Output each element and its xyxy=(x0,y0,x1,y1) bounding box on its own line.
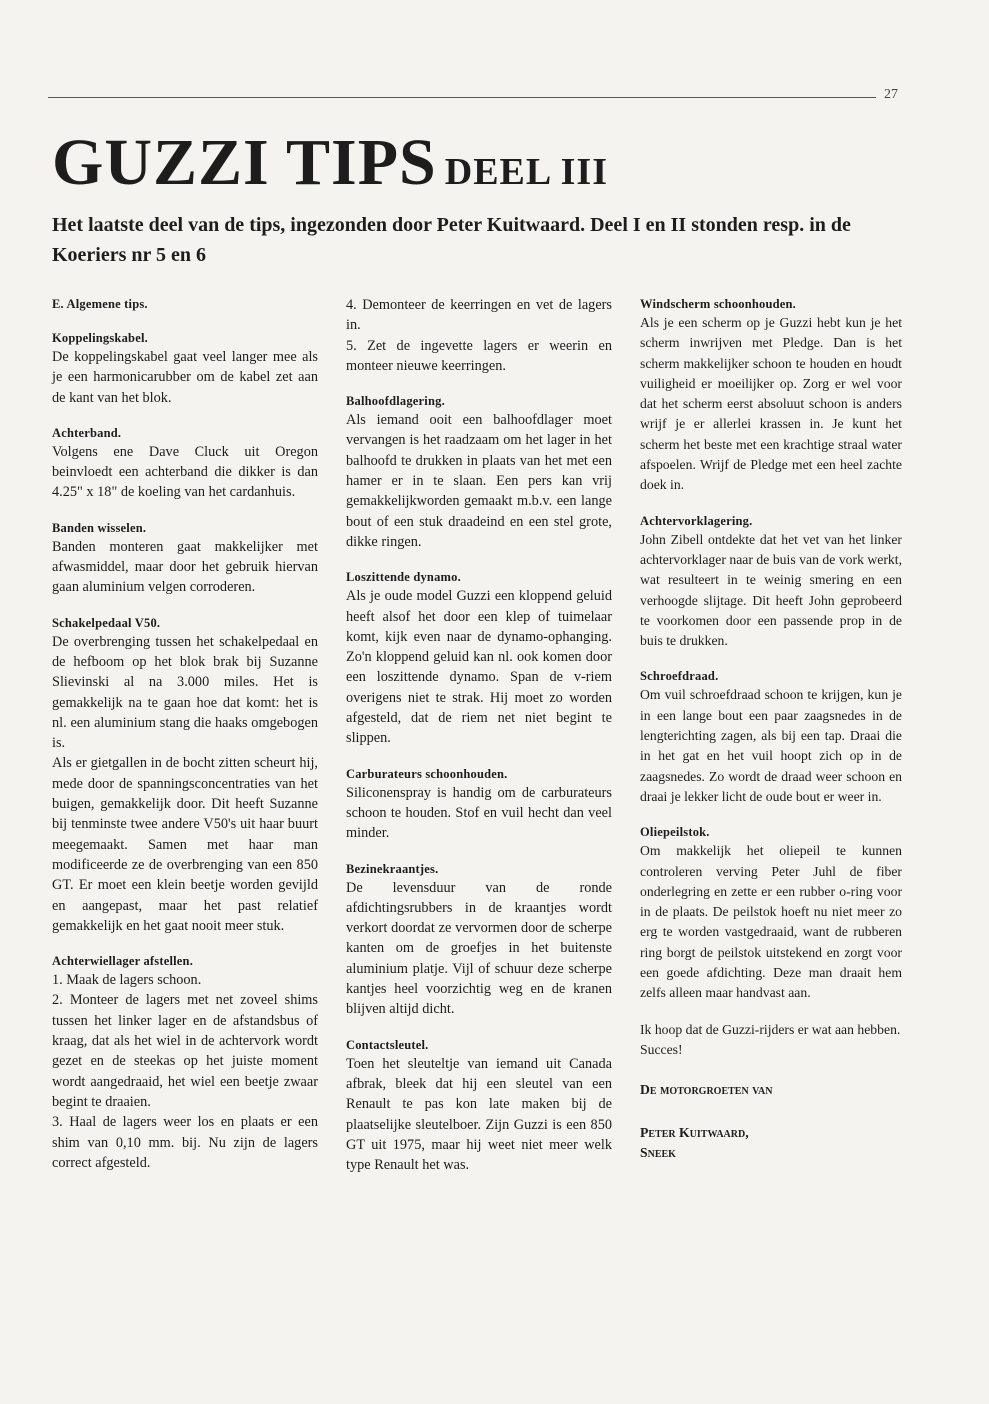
text-schakelpedaal-1: De overbrenging tussen het schakelpedaal en de hefboom op het blok brak bij Suzanne Slievinski al na 3.000 miles. Het is gemakkelijk na te gaan hoe dat komt: het is nl. een aluminium stang die haaks omgebogen is. xyxy=(52,633,318,752)
heading-koppelingskabel: Koppelingskabel. xyxy=(52,331,148,345)
title-sub: DEEL III xyxy=(444,151,609,193)
article-title xyxy=(52,127,608,208)
heading-schroefdraad: Schroefdraad. xyxy=(640,669,719,684)
text-succes: Succes! xyxy=(640,1041,683,1057)
text-achterwiellager-2: 2. Monteer de lagers met net zoveel shims tussen het linker lager en de afstandsbus of kraag, dat als het wiel in de achtervork wordt gezet en de steekas op het juiste moment wordt aangedraaid, het wiel een beetje zwaar begint te draaien. xyxy=(52,992,318,1110)
signature-greeting: De motorgroeten van xyxy=(640,1082,773,1098)
text-closing: Ik hoop dat de Guzzi-rijders er wat aan hebben. xyxy=(640,1021,901,1037)
heading-carburateurs: Carburateurs schoonhouden. xyxy=(346,766,508,781)
header-rule xyxy=(48,97,876,98)
title-main: GUZZI TIPS xyxy=(52,126,437,199)
text-achterwiellager-3: 3. Haal de lagers weer los en plaats er een shim van 0,10 mm. bij. Nu zijn de lagers correct afgesteld. xyxy=(52,1114,318,1171)
text-koppelingskabel: De koppelingskabel gaat veel langer mee als je een harmonicarubber om de kabel zet aan de kant van het blok. xyxy=(52,349,318,406)
text-balhoofdlagering: Als iemand ooit een balhoofdlager moet vervangen is het raadzaam om het lager in het balhoofd te drukken in plaats van het met een hamer er in te slaan. Een pers kan vrij gemakkelijkworden gemaakt m.b.v. een lange bout of een stuk draadeind en een stel grote, dikke ringen. xyxy=(346,412,612,550)
heading-achterwiellager: Achterwiellager afstellen. xyxy=(52,954,194,969)
text-schakelpedaal-2: Als er gietgallen in de bocht zitten scheurt hij, mede door de spanningsconcentraties van het buigen, gemakkelijk door. Dit heeft Suzanne bij tenminste twee andere V50's uit haar buurt meegemaakt. Samen met haar man modificeerde ze de overbrenging van een 850 GT. Er moet een klein beetje worden gevijld en aangepast, maar het past relatief gemakkelijk en het gaat nooit meer stuk. xyxy=(52,755,318,934)
text-schroefdraad: Om vuil schroefdraad schoon te krijgen, kun je in een lange bout een paar zaagsnedes in de lengterichting zagen, als bij een tap. Draai die in het gat en het vuil hoopt zich op in de zaagsnedes. Zo wordt de draad weer schoon en draai je lekker licht de oude bout er weer in. xyxy=(640,687,902,804)
text-achterwiellager-1: 1. Maak de lagers schoon. xyxy=(52,972,202,989)
heading-balhoofdlagering: Balhoofdlagering. xyxy=(346,394,445,409)
text-banden: Banden monteren gaat makkelijker met afwasmiddel, maar door het gebruik hiervan gaan aluminium velgen corroderen. xyxy=(52,538,318,596)
column-3 xyxy=(640,295,902,1179)
intro-text: Het laatste deel van de tips, ingezonden door Peter Kuitwaard. Deel I en II stonden resp. in de Koeriers nr 5 en 6 xyxy=(52,214,851,266)
text-step-4: 4. Demonteer de keerringen en vet de lagers in. xyxy=(346,297,612,334)
heading-windscherm: Windscherm schoonhouden. xyxy=(640,297,796,311)
text-bezinekraantjes: De levensduur van de ronde afdichtingsrubbers in de kraantjes wordt verkort doordat ze vervormen door de scherpe kanten om de groefjes in het buitenste aluminium platje. Vijl of schuur deze scherpe kantjes heel voorzichtig weg en de kranen blijven altijd dicht. xyxy=(346,879,612,1018)
heading-bezinekraantjes: Bezinekraantjes. xyxy=(346,861,439,876)
heading-oliepeilstok: Oliepeilstok. xyxy=(640,825,710,840)
text-windscherm: Als je een scherm op je Guzzi hebt kun je het scherm inwrijven met Pledge. Dan is het scherm makkelijker schoon te houden en houdt vuiligheid er moeilijker op. Zorg er wel voor dat het scherm eerst absoluut schoon is anders wrijf je er allerlei krassen in. Je kunt het scherm het beste met een krachtige straal water afspoelen. Wrijf de Pledge met een heel zachte doek in. xyxy=(640,315,902,493)
heading-banden: Banden wisselen. xyxy=(52,520,147,535)
text-achtervorklagering: John Zibell ontdekte dat het vet van het linker achtervorklager naar de buis van de vork werkt, wat resulteert in te weinig smering en een verhoogde slijtage. Dit heeft John geprobeerd te voorkomen door een passende prop in de buis te drukken. xyxy=(640,531,902,649)
page-number: 27 xyxy=(884,87,898,102)
heading-contactsleutel: Contactsleutel. xyxy=(346,1037,429,1052)
heading-schakelpedaal: Schakelpedaal V50. xyxy=(52,615,161,630)
text-dynamo: Als je oude model Guzzi een kloppend geluid heeft alsof het door een klep of tuimelaar komt, kijk even naar de dynamo-ophanging. Zo'n kloppend geluid kan nl. ook komen door een loszittende dynamo. Span de v-riem overigens niet te strak. Hij moet zo worden afgesteld, dat de riem net niet begint te slippen. xyxy=(346,588,612,747)
text-carburateurs: Siliconenspray is handig om de carburateurs schoon te houden. Stof en vuil hecht dan veel minder. xyxy=(346,784,612,842)
column-2 xyxy=(346,295,612,1191)
signature-name: Peter Kuitwaard, xyxy=(640,1124,749,1140)
heading-achterband: Achterband. xyxy=(52,425,122,440)
column-1 xyxy=(52,295,318,1189)
section-heading: E. Algemene tips. xyxy=(52,297,148,311)
text-achterband: Volgens ene Dave Cluck uit Oregon beinvloedt een achterband die dikker is dan 4.25" x 18" de koeling van het cardanhuis. xyxy=(52,443,318,501)
text-step-5: 5. Zet de ingevette lagers er weerin en monteer nieuwe keerringen. xyxy=(346,337,612,374)
text-contactsleutel: Toen het sleuteltje van iemand uit Canada afbrak, bleek dat hij een sleutel van een Renault te pas kon late maken bij de plaatselijke sleutelboer. Zijn Guzzi is een 850 GT uit 1975, maar hij weet niet meer welk type Renault het was. xyxy=(346,1055,612,1174)
signature-city: Sneek xyxy=(640,1144,676,1160)
heading-achtervorklagering: Achtervorklagering. xyxy=(640,513,753,528)
heading-dynamo: Loszittende dynamo. xyxy=(346,570,461,585)
text-oliepeilstok: Om makkelijk het oliepeil te kunnen controleren verving Peter Juhl de fiber onderlegring en zette er een rubber o-ring voor in de plaats. De peilstok hoeft nu niet meer zo erg te worden vastgedraaid, want de rubberen ring borgt de peilstok uitstekend en zorgt voor een goede afdichting. Deze man draait hem zelfs alleen maar handvast aan. xyxy=(640,843,902,1001)
